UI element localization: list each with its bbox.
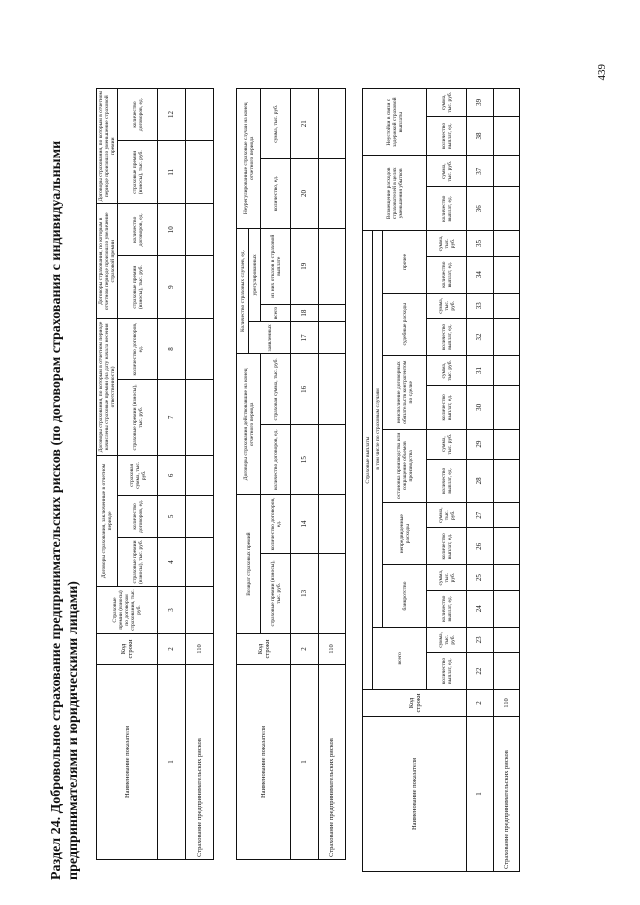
t1-sub-count: количество договоров, ед. — [118, 89, 158, 141]
t3-col-num: 22 — [467, 653, 494, 690]
t3-code-header: Код строки — [363, 690, 467, 717]
t3-row-name: Страхование предпринимательских рисков — [493, 717, 520, 872]
t3-col-num: 32 — [467, 319, 494, 356]
t2-group-active: Договоры страхования действовавшие на конец отчетного периода — [237, 354, 261, 495]
t2-sub-unsettled-count: количество, ед. — [261, 159, 291, 228]
t3-sub-sum: сумма, тыс. руб. — [427, 231, 467, 256]
t3-col-num: 33 — [467, 293, 494, 318]
t1-col-num: 1 — [158, 665, 186, 860]
t3-col-num: 24 — [467, 590, 494, 627]
t1-sub-premiums: страховые премии (взносы), тыс. руб. — [118, 256, 158, 319]
t2-row-code: 110 — [318, 634, 346, 665]
t1-row-name: Страхование предпринимательских рисков — [186, 665, 214, 860]
t2-col-num: 19 — [291, 228, 319, 304]
t3-col-num: 1 — [467, 717, 494, 872]
t2-name-header: Наименование показателя — [237, 665, 291, 860]
t3-sub-bankruptcy: банкротство — [383, 565, 427, 627]
t2-sub-sum: страховая сумма, тыс. руб. — [261, 354, 291, 425]
t2-sub-total: всего — [261, 304, 291, 321]
t2-sub-count: количество договоров, ед. — [261, 425, 291, 495]
t1-sub-premiums: страховые премии (взносы), тыс. руб. — [118, 537, 158, 586]
t3-col-num: 29 — [467, 429, 494, 459]
t3-group-in-cases: в том числе по страховым случаям — [373, 231, 383, 627]
t1-code-header: Код строки — [97, 634, 158, 665]
table-3 — [362, 88, 520, 872]
t2-col-num: 15 — [291, 425, 319, 495]
page-number: 439 — [596, 64, 608, 81]
table-2 — [236, 88, 346, 860]
t3-sub-other: прочее — [383, 231, 427, 293]
t1-sub-count: количество договоров, ед. — [118, 319, 158, 380]
t1-col-num: 7 — [158, 379, 186, 455]
t2-code-header: Код строки — [237, 634, 291, 665]
t3-col-num: 26 — [467, 528, 494, 565]
t1-row-code: 110 — [186, 634, 214, 665]
t3-col-num: 34 — [467, 256, 494, 293]
t3-sub-count: количество выплат, ед. — [427, 256, 467, 293]
t3-sub-unforeseen: непредвиденные расходы — [383, 503, 427, 565]
t3-col-num: 27 — [467, 503, 494, 528]
table-row — [186, 89, 214, 860]
t2-sub-count: количество договоров, ед. — [261, 495, 291, 554]
t3-group-payments: Страховые выплаты — [363, 231, 373, 690]
t1-col-num: 12 — [158, 89, 186, 141]
t3-group-reimb: Возмещение расходов страхователей в целях уменьшения убытков — [363, 156, 427, 231]
t3-sub-count: количество выплат, ед. — [427, 528, 467, 565]
t3-sub-sum: сумма, тыс. руб. — [427, 429, 467, 459]
t1-group-last: Договоры страхования, по которым в отчетном периоде произошло уменьшение страховой премии — [97, 89, 118, 204]
t1-col-num: 2 — [158, 634, 186, 665]
t2-col-num: 18 — [291, 304, 319, 321]
t3-col-num: 35 — [467, 231, 494, 256]
t3-number-row — [467, 89, 494, 872]
t2-row-name: Страхование предпринимательских рисков — [318, 665, 346, 860]
t3-sub-count: количество выплат, ед. — [427, 653, 467, 690]
t3-col-num: 23 — [467, 627, 494, 652]
t2-sub-claimed: заявленных — [249, 322, 291, 354]
t3-sub-count: количество выплат, ед. — [427, 319, 467, 356]
t3-col-num: 31 — [467, 355, 494, 385]
t2-col-num: 20 — [291, 159, 319, 228]
t3-sub-sum: сумма, тыс. руб. — [427, 503, 467, 528]
t2-col-num: 2 — [291, 634, 319, 665]
t2-number-row — [291, 89, 319, 860]
t1-group-increase: Договоры страхования, по которым в отчетном периоде начислены страховые премии (на дату начала несения ответственности) — [97, 319, 118, 456]
t1-col-num: 11 — [158, 141, 186, 204]
t2-col-num: 17 — [291, 322, 319, 354]
t2-col-num: 13 — [291, 553, 319, 633]
t2-sub-premiums: страховые премии (взносы), тыс. руб. — [261, 553, 291, 633]
t3-col-num: 38 — [467, 116, 494, 156]
t3-name-header: Наименование показателя — [363, 717, 467, 872]
t1-sub-count: количество договоров, ед. — [118, 495, 158, 537]
table-row — [318, 89, 346, 860]
t2-col-num: 1 — [291, 665, 319, 860]
t3-sub-count: количество выплат, ед. — [427, 590, 467, 627]
t1-col-num: 8 — [158, 319, 186, 380]
t1-premiums-header: Страховые премии (взносы) по договорам страхования, тыс. руб. — [97, 587, 158, 634]
t2-col-num: 14 — [291, 495, 319, 554]
t1-col-num: 9 — [158, 256, 186, 319]
t1-sub-count: количество договоров, ед. — [118, 204, 158, 256]
t3-col-num: 39 — [467, 89, 494, 117]
t3-sub-legal: судебные расходы — [383, 293, 427, 355]
t1-sub-premiums: страховые премии (взносы), тыс. руб. — [118, 141, 158, 204]
t3-sub-stoppage: остановка производства или сокращение объемов производства — [383, 429, 427, 502]
t3-row-code: 110 — [493, 690, 520, 717]
table-1 — [96, 88, 214, 860]
t2-group-unsettled: Неурегулированные страховые случаи на конец отчетного периода — [237, 89, 261, 229]
t1-group-decrease: Договоры страхования, по которым в отчетном периоде произошло увеличение страховой премии — [97, 204, 118, 319]
t3-sub-sum: сумма, тыс. руб. — [427, 156, 467, 187]
t3-sub-sum: сумма, тыс. руб. — [427, 565, 467, 590]
t2-sub-settled: урегулированных — [249, 228, 261, 322]
t1-sub-premiums: страховые премии (взносы), тыс. руб. — [118, 379, 158, 455]
t3-col-num: 25 — [467, 565, 494, 590]
t3-sub-count: количество выплат, ед. — [427, 459, 467, 502]
t3-group-penalty: Неустойки в связи с задержкой страховой выплаты — [363, 89, 427, 156]
table-row — [493, 89, 520, 872]
t3-sub-sum: сумма, тыс. руб. — [427, 293, 467, 318]
t3-col-num: 2 — [467, 690, 494, 717]
t3-col-num: 36 — [467, 187, 494, 231]
t3-col-num: 37 — [467, 156, 494, 187]
t2-sub-unsettled-sum: сумма, тыс. руб. — [261, 89, 291, 159]
t1-col-num: 3 — [158, 587, 186, 634]
t3-col-num: 30 — [467, 386, 494, 429]
t3-sub-sum: сумма, тыс. руб. — [427, 89, 467, 117]
t1-name-header: Наименование показателя — [97, 665, 158, 860]
t2-group-cases: Количество страховых случаев, ед. — [237, 228, 249, 354]
section-title: Раздел 24. Добровольное страхование предпринимательских рисков (по договорам страхования с индивидуальными предпринимателями и юридическими лицами) — [49, 140, 81, 880]
t3-sub-nonperformance: неисполнение договорных обязательств контрагентом по сделке — [383, 355, 427, 429]
t3-sub-count: количество выплат, ед. — [427, 187, 467, 231]
t2-sub-refused: из них отказов в страховой выплате — [261, 228, 291, 304]
t3-sub-sum: сумма, тыс. руб. — [427, 627, 467, 652]
t1-sub-sum: страховая сумма, тыс. руб. — [118, 455, 158, 495]
t2-col-num: 16 — [291, 354, 319, 425]
t1-number-row — [158, 89, 186, 860]
t3-sub-total: всего — [373, 627, 427, 689]
t3-sub-count: количество выплат, ед. — [427, 116, 467, 156]
t1-col-num: 4 — [158, 537, 186, 586]
t1-group-concluded: Договоры страхования, заключенные в отчетном периоде — [97, 455, 118, 586]
t2-group-return: Возврат страховых премий — [237, 495, 261, 634]
t1-col-num: 10 — [158, 204, 186, 256]
t1-col-num: 5 — [158, 495, 186, 537]
t3-sub-sum: сумма, тыс. руб. — [427, 355, 467, 385]
t1-col-num: 6 — [158, 455, 186, 495]
t2-col-num: 21 — [291, 89, 319, 159]
t3-col-num: 28 — [467, 459, 494, 502]
t3-sub-count: количество выплат, ед. — [427, 386, 467, 429]
